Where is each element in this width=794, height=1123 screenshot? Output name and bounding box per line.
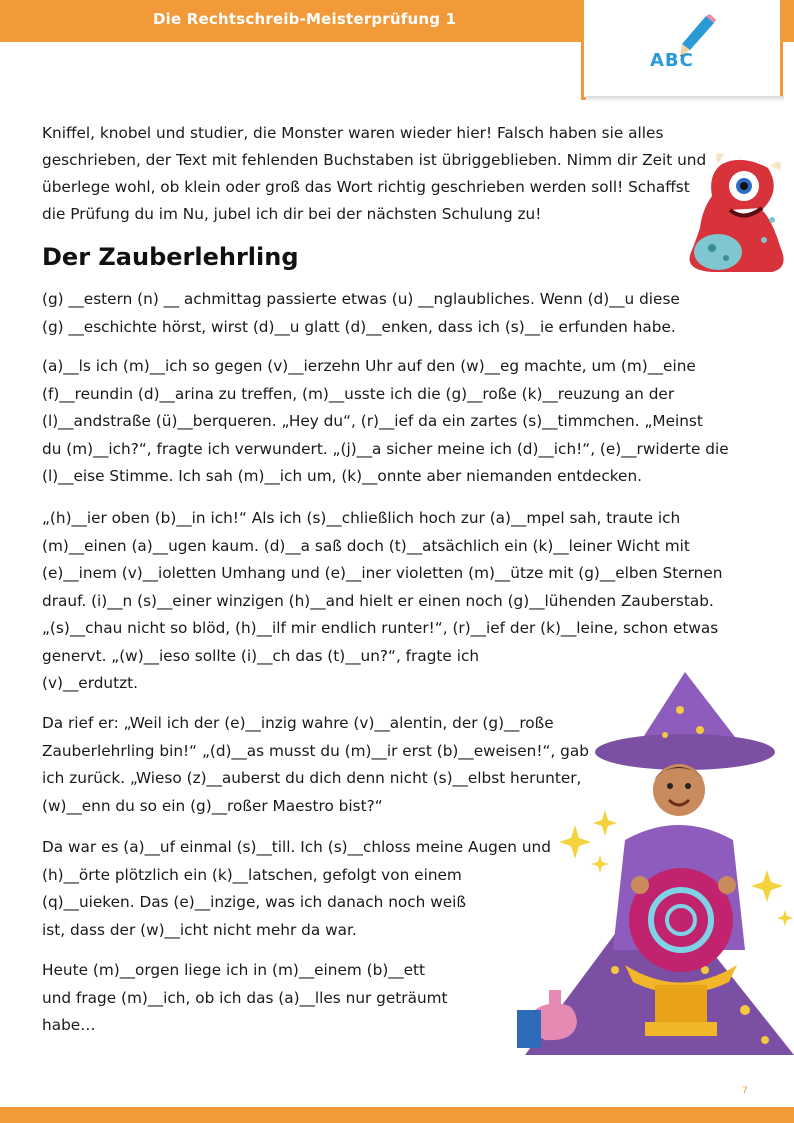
- story-line: ich zurück. „Wieso (z)__auberst du dich denn nicht (s)__elbst herunter,: [42, 769, 582, 787]
- intro-line: geschrieben, der Text mit fehlenden Buchstaben ist übriggeblieben. Nimm dir Zeit und: [42, 151, 707, 169]
- intro-text: [42, 120, 722, 228]
- story-line: und frage (m)__ich, ob ich das (a)__lles nur geträumt: [42, 988, 448, 1007]
- story-line: (v)__erdutzt.: [42, 674, 139, 692]
- story-line: (g) __eschichte hörst, wirst (d)__u glatt (d)__enken, dass ich (s)__ie erfunden habe.: [42, 317, 676, 336]
- story-line: Da rief er: „Weil ich der (e)__inzig wahre (v)__alentin, der (g)__roße: [42, 714, 554, 732]
- story-line: (g) __estern (n) __ achmittag passierte etwas (u) __nglaubliches. Wenn (d)__u diese: [42, 290, 680, 308]
- story-line: (w)__enn du so ein (g)__roßer Maestro bist?“: [42, 796, 383, 815]
- intro-line: die Prüfung du im Nu, jubel ich dir bei der nächsten Schulung zu!: [42, 205, 542, 223]
- page-number: 7: [742, 1086, 748, 1096]
- story-line: drauf. (i)__n (s)__einer winzigen (h)__and hielt er einen noch (g)__lühenden Zauberstab.: [42, 591, 714, 610]
- story-line: (m)__einen (a)__ugen kaum. (d)__a saß doch (t)__atsächlich ein (k)__leiner Wicht mit: [42, 536, 690, 555]
- story-paragraph: [42, 834, 551, 944]
- footer-bar: [0, 1107, 794, 1123]
- story-line: (l)__eise Stimme. Ich sah (m)__ich um, (k)__onnte aber niemanden entdecken.: [42, 467, 643, 485]
- page-header-title: Die Rechtschreib-Meisterprüfung 1: [153, 10, 457, 28]
- story-line: du (m)__ich?“, fragte ich verwundert. „(j)__a sicher meine ich (d)__ich!“, (e)__rwiderte die: [42, 439, 729, 458]
- story-line: „(h)__ier oben (b)__in ich!“ Als ich (s)__chließlich hoch zur (a)__mpel sah, traute ich: [42, 509, 681, 527]
- story-line: (l)__andstraße (ü)__berqueren. „Hey du“, (r)__ief da ein zartes (s)__timmchen. „Meinst: [42, 412, 703, 430]
- story-line: (h)__örte plötzlich ein (k)__latschen, gefolgt von einem: [42, 865, 462, 884]
- story-paragraph: [42, 505, 722, 698]
- story-paragraph: [42, 957, 448, 1040]
- story-line: genervt. „(w)__ieso sollte (i)__ch das (t)__un?“, fragte ich: [42, 646, 480, 665]
- story-paragraph: [42, 286, 680, 341]
- intro-line: überlege wohl, ob klein oder groß das Wort richtig geschrieben werden soll! Schaffst: [42, 178, 690, 196]
- story-line: habe…: [42, 1016, 96, 1034]
- story-line: ist, dass der (w)__icht nicht mehr da war.: [42, 920, 357, 939]
- story-line: „(s)__chau nicht so blöd, (h)__ilf mir endlich runter!“, (r)__ief der (k)__leine, schon etwas: [42, 619, 719, 637]
- story-line: (f)__reundin (d)__arina zu treffen, (m)__usste ich die (g)__roße (k)__reuzung an der: [42, 384, 675, 403]
- red-monster-illustration: [672, 150, 790, 278]
- story-line: Da war es (a)__uf einmal (s)__till. Ich (s)__chloss meine Augen und: [42, 838, 551, 856]
- abc-logo: ABC: [650, 50, 694, 71]
- intro-line: Kniffel, knobel und studier, die Monster waren wieder hier! Falsch haben sie alles: [42, 124, 664, 142]
- story-line: (q)__uieken. Das (e)__inzige, was ich danach noch weiß: [42, 893, 467, 911]
- story-line: Zauberlehrling bin!“ „(d)__as musst du (m)__ir erst (b)__eweisen!“, gab: [42, 741, 589, 760]
- story-line: (a)__ls ich (m)__ich so gegen (v)__ierzehn Uhr auf den (w)__eg machte, um (m)__eine: [42, 357, 696, 375]
- wizard-illustration: [505, 670, 794, 1055]
- story-line: (e)__inem (v)__ioletten Umhang und (e)__iner violetten (m)__ütze mit (g)__elben Sternen: [42, 564, 723, 582]
- badge-tab-shadow: [586, 96, 784, 102]
- story-paragraph: [42, 353, 729, 491]
- story-title: Der Zauberlehrling: [42, 243, 299, 271]
- story-line: Heute (m)__orgen liege ich in (m)__einem (b)__ett: [42, 961, 426, 979]
